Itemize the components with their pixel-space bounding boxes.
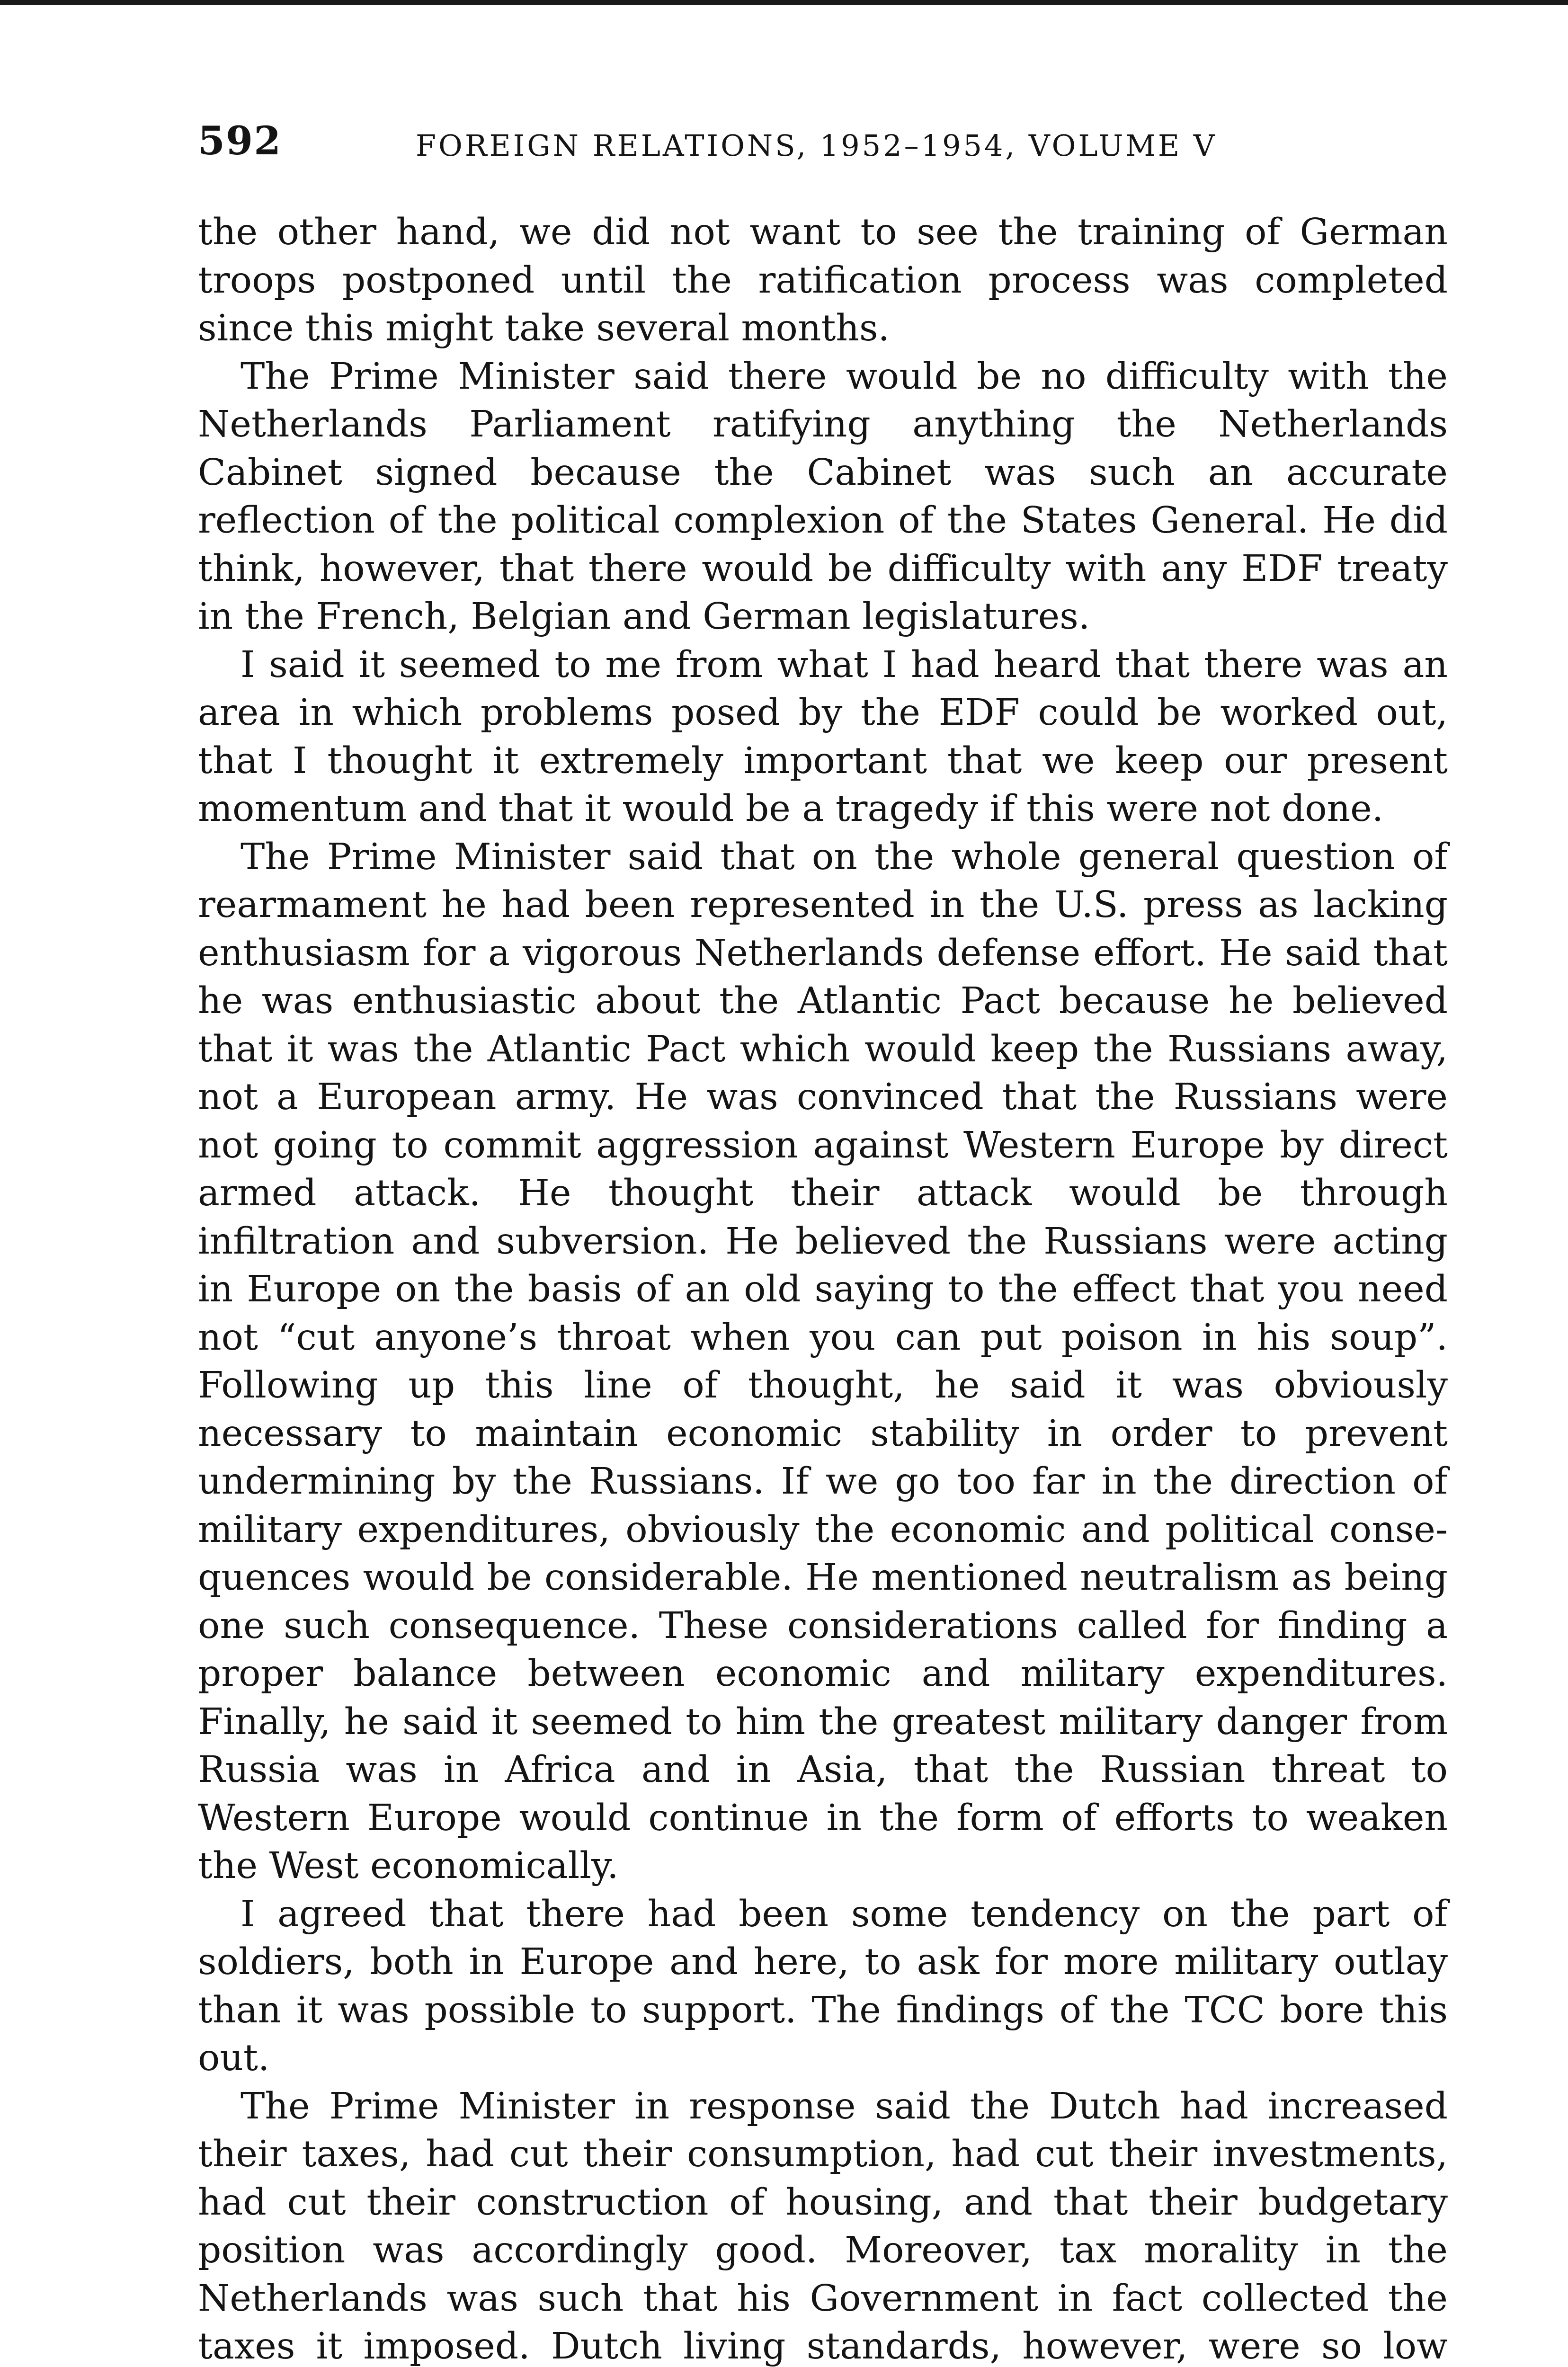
- document-body: [198, 208, 1448, 2367]
- paragraph: I said it seemed to me from what I had heard that there was an area in which problems posed by the EDF could be worked out, that I thought it extremely important that we keep our present momentum and that it would be a tragedy if this were not done.: [198, 643, 1448, 830]
- paragraph: I agreed that there had been some tendency on the part of soldiers, both in Europe and here, to ask for more military outlay than it was possible to support. The findings of the TCC bore this out.: [198, 1893, 1448, 2079]
- page-header: [198, 113, 1457, 169]
- paragraph-continued: the other hand, we did not want to see the training of German troops postponed until the ratification process was completed since this might take several months.: [198, 211, 1448, 349]
- paragraph: The Prime Minister said that on the whole general question of rearmament he had been represented in the U.S. press as lacking enthusiasm for a vigorous Netherlands defense effort. He said that he was enthusiastic about the Atlantic Pact because he believed that it was the Atlantic Pact which would keep the Russians away, not a European army. He was convinced that the Russians were not going to commit aggression against Western Europe by direct armed attack. He thought their attack would be through infiltration and subversion. He believed the Russians were acting in Europe on the basis of an old saying to the effect that you need not “cut anyone’s throat when you can put poison in his soup”. Following up this line of thought, he said it was obviously necessary to maintain economic stability in order to prevent undermining by the Russians. If we go too far in the direction of military expenditures, obviously the economic and political consequences would be considerable. He mentioned neutralism as being one such consequence. These considerations called for finding a proper balance between economic and military expenditures. Finally, he said it seemed to him the greatest military danger from Russia was in Africa and in Asia, that the Russian threat to Western Europe would continue in the form of efforts to weaken the West economically.: [198, 836, 1448, 1887]
- page-number: 592: [198, 118, 282, 164]
- paragraph: The Prime Minister in response said the Dutch had increased their taxes, had cut their consumption, had cut their investments, had cut their construction of housing, and that their budgetary position was accordingly good. Moreover, tax morality in the Netherlands was such that his Government in fact collected the taxes it imposed. Dutch living standards, however, were so low: [198, 2085, 1448, 2367]
- paragraph: The Prime Minister said there would be no difficulty with the Netherlands Parliament ratifying anything the Netherlands Cabinet signed because the Cabinet was such an accurate reflection of the political complexion of the States General. He did think, however, that there would be difficulty with any EDF treaty in the French, Belgian and German legislatures.: [198, 355, 1448, 638]
- top-edge-rule: [0, 0, 1568, 5]
- running-title: FOREIGN RELATIONS, 1952–1954, VOLUME V: [416, 128, 1217, 163]
